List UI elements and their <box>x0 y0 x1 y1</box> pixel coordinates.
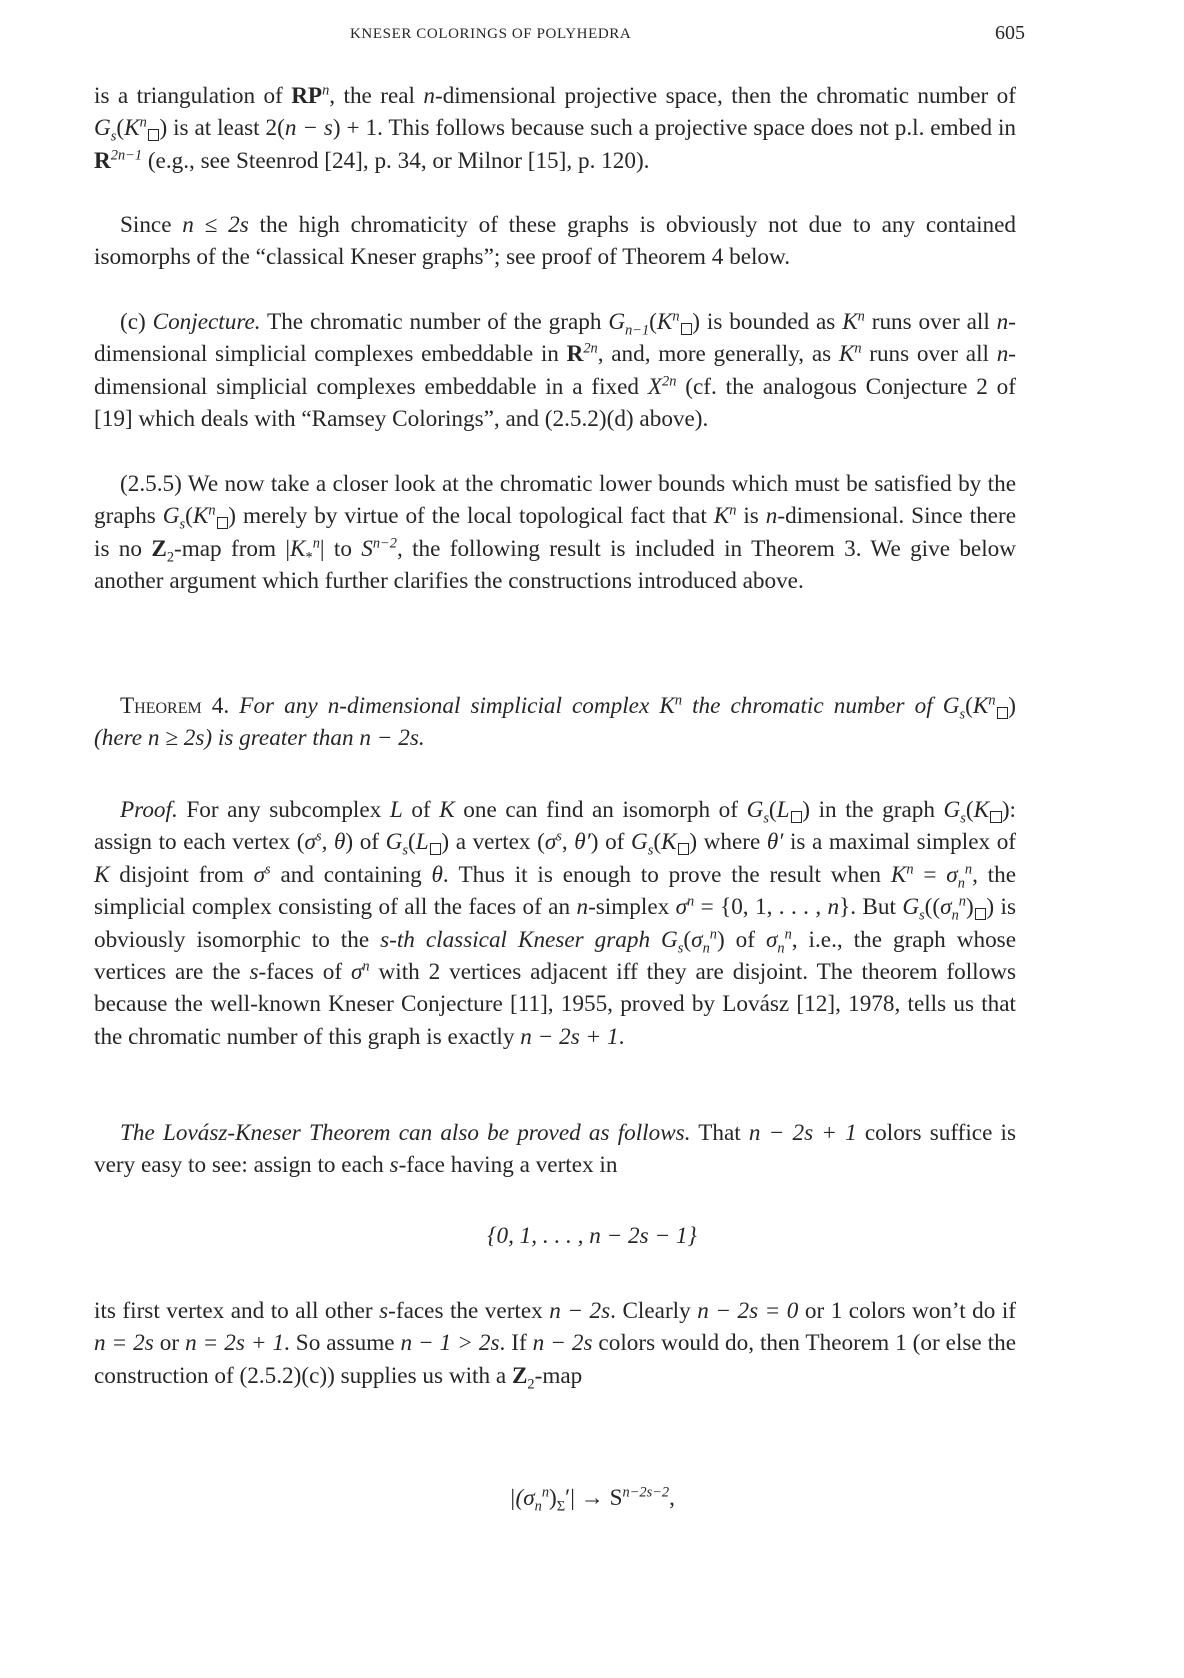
page-number: 605 <box>995 22 1025 44</box>
paragraph-clearly: its first vertex and to all other s-faces the vertex n − 2s. Clearly n − 2s = 0 or 1 colors won’t do if n = 2s or n = 2s + 1. So assume n − 1 > 2s. If n − 2s colors would do, then Theorem 1 (or else the construction of (2.5.2)(c)) supplies us with a $Z_2$-map <box>94 1298 1017 1393</box>
paragraph-conjecture: (c) Conjecture. The chromatic number of the graph $G_{n-1}(K^n$ ) is bounded as $K^n$ runs over all n-dimensional simplicial complexes embeddable in $R^{2n}$, and, more generally, as $K^n$ runs over all n-dimensional simplicial complexes embeddable in a fixed $X^{2n}$ (cf. the analogous Conjecture 2 of [19] which deals with “Ramsey Colorings”, and (2.5.2)(d) above). <box>94 308 1017 433</box>
display-equation-map: $|(\sigma_n^n)_\Sigma'| \to S^{n-2s-2}$, <box>509 1484 675 1515</box>
paragraph-rpn: is a triangulation of $RP^n$, the real n-dimensional projective space, then the chromatic number of $G_s(K^n$ ) is at least 2(n − s) + 1. This follows because such a projective space does not p.l. embed in $R^{2n-1}$ (e.g., see Steenrod [24], p. 34, or Milnor [15], p. 120). <box>94 82 1016 174</box>
paragraph-2-5-5: (2.5.5) We now take a closer look at the chromatic lower bounds which must be satisfied by the graphs $G_s(K^n$ ) merely by virtue of the local topological fact that $K^n$ is n-dimensional. Since there is no $Z_2$-map from $|K_*^n|$ to $S^{n-2}$, the following result is included in Theorem 3. We give below another argument which further clarifies the constructions introduced above. <box>94 471 1017 595</box>
page-header <box>0 22 1184 52</box>
proof: Proof. For any subcomplex L of K one can find an isomorph of $G_s(L$ ) in the graph $G_s(K$ ): assign to each vertex ($\sigma^s$, θ) of $G_s(L$ ) a vertex ($\sigma^s$, θ′) of $G_s(K$ ) where θ′ is a maximal simplex of K disjoint from $\sigma^s$ and containing θ. Thus it is enough to prove the result when $K^n = \sigma_n^n$, the simplicial complex consisting of all the faces of an n-simplex $\sigma^n = \{0$, 1, . . . , n}. But $G_s((\sigma_n^n)$ ) is obviously isomorphic to the s-th classical Kneser graph $G_s(\sigma_n^n)$ of $\sigma_n^n$, i.e., the graph whose vertices are the s-faces of $\sigma^n$ with 2 vertices adjacent iff they are disjoint. The theorem follows because the well-known Kneser Conjecture [11], 1955, proved by Lovász [12], 1978, tells us that the chromatic number of this graph is exactly n − 2s + 1. <box>94 797 1017 1050</box>
display-equation-set: {0, 1, . . . , n − 2s − 1} <box>487 1223 697 1249</box>
paragraph-since: Since n ≤ 2s the high chromaticity of these graphs is obviously not due to any contained isomorphs of the “classical Kneser graphs”; see proof of Theorem 4 below. <box>94 212 1017 271</box>
running-head: KNESER COLORINGS OF POLYHEDRA <box>350 26 632 42</box>
theorem-4: Theorem 4. For any n-dimensional simplicial complex $K^n$ the chromatic number of $G_s(K^n$ ) (here n ≥ 2s) is greater than n − 2s. <box>94 692 1016 752</box>
paragraph-lovasz-kneser: The Lovász-Kneser Theorem can also be proved as follows. That n − 2s + 1 colors suffice is very easy to see: assign to each s-face having a vertex in <box>94 1120 1017 1179</box>
